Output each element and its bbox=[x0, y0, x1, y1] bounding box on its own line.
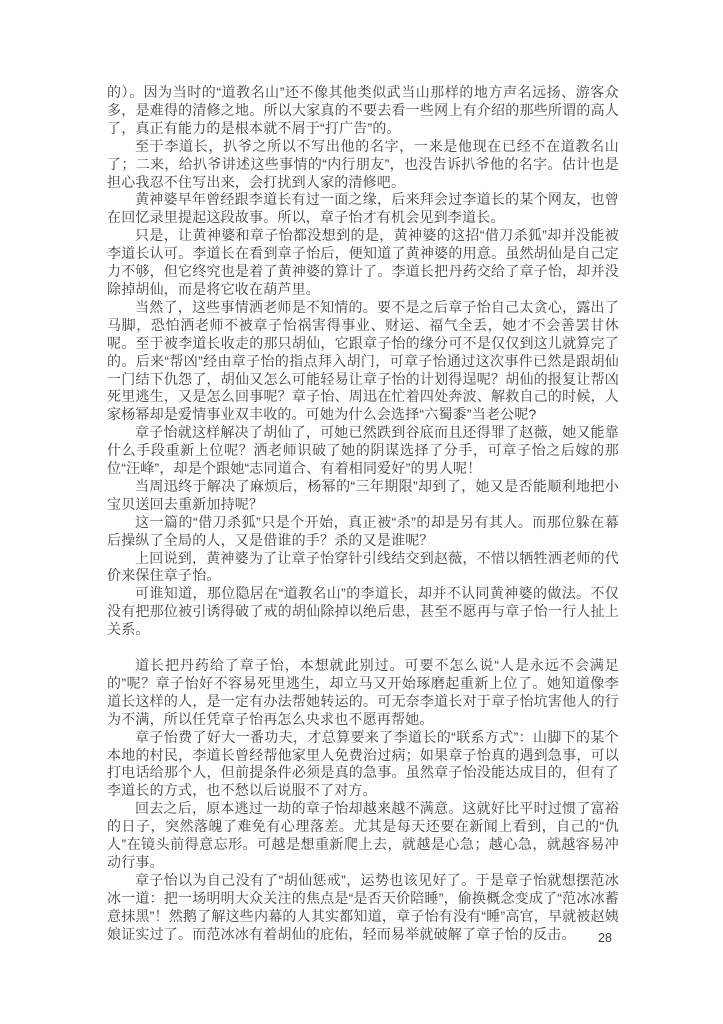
paragraph: 回去之后，原本逃过一劫的章子怡却越来越不满意。这就好比平时过惯了富裕的日子，突然落魄了难免有心理落差。尤其是每天还要在新闻上看到，自己的“仇人”在镜头前得意忘形。可越是想重新爬上去，就越是心急；越心急，就越容易冲动行事。 bbox=[107, 800, 619, 870]
paragraph: 当然了，这些事情洒老师是不知情的。要不是之后章子怡自己太贪心，露出了马脚，恐怕洒老师不被章子怡祸害得事业、财运、福气全丢，她才不会善罢甘休呢。至于被李道长收走的那只胡仙，它跟章子怡的缘分可不是仅仅到这儿就算完了的。后来“帮凶”经由章子怡的指点拜入胡门，可章子怡通过这次事件已然是跟胡仙一门结下仇怨了，胡仙又怎么可能轻易让章子怡的计划得逞呢？胡仙的报复让帮凶死里逃生，又是怎么回事呢？章子怡、周迅在忙着四处奔波、解救自己的时候，人家杨幂却是爱情事业双丰收的。可她为什么会选择“六蜀黍”当老公呢? bbox=[107, 298, 619, 423]
paragraph: 道长把丹药给了章子怡，本想就此别过。可要不怎么说“人是永远不会满足的”呢？章子怡好不容易死里逃生，却立马又开始琢磨起重新上位了。她知道像李道长这样的人，是一定有办法帮她转运的。可无奈李道长对于章子怡坑害他人的行为不满，所以任凭章子怡再怎么央求也不愿再帮她。 bbox=[107, 656, 619, 727]
paragraph: 的）。因为当时的“道教名山”还不像其他类似武当山那样的地方声名远扬、游客众多，是难得的清修之地。所以大家真的不要去看一些网上有介绍的那些所谓的高人了，真正有能力的是根本就不屑于“打广告”的。 bbox=[107, 84, 619, 136]
paragraph: 至于李道长，扒爷之所以不写出他的名字，一来是他现在已经不在道教名山了；二来，给扒爷讲述这些事情的“内行朋友”，也没告诉扒爷他的名字。估计也是担心我忍不住写出来，会打扰到人家的清修吧。 bbox=[107, 137, 619, 190]
paragraph: 上回说到，黄神婆为了让章子怡穿针引线结交到赵薇，不惜以牺牲洒老师的代价来保住章子怡。 bbox=[107, 549, 619, 584]
paragraph: 章子怡以为自己没有了“胡仙惩戒”，运势也该见好了。于是章子怡就想摆范冰冰一道：把一场明明大众关注的焦点是“是否天价陪睡”，偷换概念变成了“范冰冰蓄意抹黑”！然鹅了解这些内幕的人其实都知道，章子怡有没有“睡”高官，早就被赵姨娘证实过了。而范冰冰有着胡仙的庇佑，轻而易举就破解了章子怡的反击。 bbox=[107, 871, 619, 942]
page-number: 28 bbox=[598, 931, 612, 945]
paragraph: 章子怡就这样解决了胡仙了，可她已然跌到谷底而且还得罪了赵薇，她又能靠什么手段重新上位呢？洒老师识破了她的阴谋选择了分手，可章子怡之后嫁的那位“汪峰”，却是个跟她“志同道合、有着相同爱好”的男人呢！ bbox=[107, 424, 619, 477]
paragraph: 这一篇的“借刀杀狐”只是个开始，真正被“杀”的却是另有其人。而那位躲在幕后操纵了全局的人，又是借谁的手？杀的又是谁呢？ bbox=[107, 513, 619, 548]
paragraph: 可谁知道，那位隐居在“道教名山”的李道长，却并不认同黄神婆的做法。不仅没有把那位被引诱得破了戒的胡仙除掉以绝后患，甚至不愿再与章子怡一行人扯上关系。 bbox=[107, 585, 619, 638]
paragraph: 黄神婆早年曾经跟李道长有过一面之缘，后来拜会过李道长的某个网友，也曾在回忆录里提起这段故事。所以，章子怡才有机会见到李道长。 bbox=[107, 191, 619, 226]
page-body-text bbox=[107, 84, 619, 943]
paragraph: 当周迅终于解决了麻烦后，杨幂的“三年期限”却到了，她又是否能顺利地把小宝贝送回去重新加持呢？ bbox=[107, 477, 619, 512]
paragraph: 章子怡费了好大一番功夫，才总算要来了李道长的“联系方式”：山脚下的某个本地的村民，李道长曾经帮他家里人免费治过病；如果章子怡真的遇到急事，可以打电话给那个人，但前提条件必须是真的急事。虽然章子怡没能达成目的，但有了李道长的方式，也不愁以后说服不了对方。 bbox=[107, 728, 619, 799]
paragraph: 只是，让黄神婆和章子怡都没想到的是，黄神婆的这招“借刀杀狐”却并没能被李道长认可。李道长在看到章子怡后，便知道了黄神婆的用意。虽然胡仙是自己定力不够，但它终究也是着了黄神婆的算计了。李道长把丹药交给了章子怡，却并没除掉胡仙，而是将它收在葫芦里。 bbox=[107, 227, 619, 297]
